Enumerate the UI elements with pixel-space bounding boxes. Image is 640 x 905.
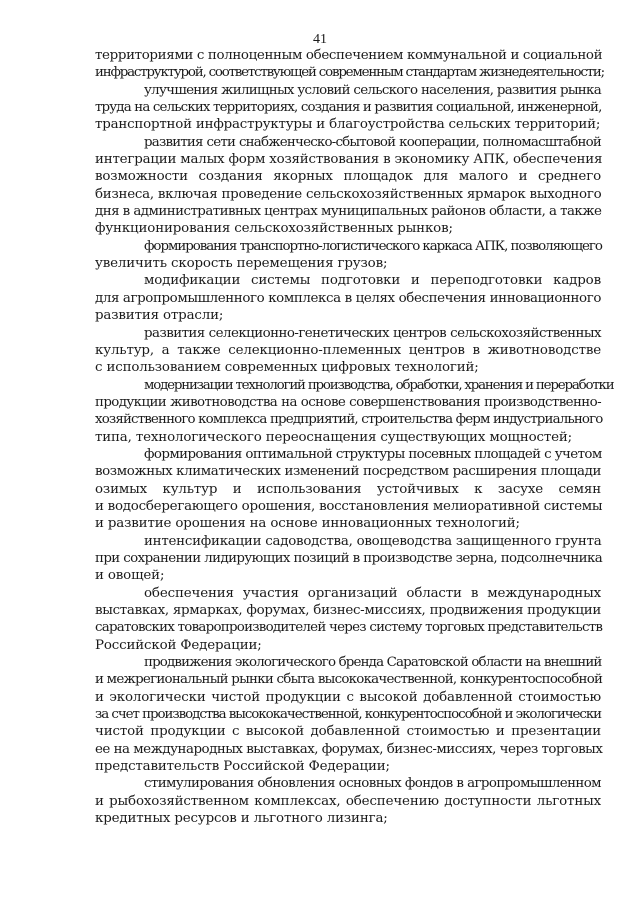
text-line: хозяйственного комплекса предприятий, строительства ферм индустриального xyxy=(95,412,603,428)
text-line: типа, технологического переоснащения существующих мощностей; xyxy=(95,429,573,445)
text-line: развития сети снабженческо-сбытовой кооперации, полномасштабной xyxy=(144,134,601,150)
text-line: продукции животноводства на основе совершенствования производственно- xyxy=(95,394,601,410)
text-line: стимулирования обновления основных фондов в агропромышленном xyxy=(144,776,601,792)
paragraph xyxy=(95,775,601,827)
text-line: и межрегиональный рынки сбыта высококачественной, конкурентоспособной xyxy=(95,672,603,688)
text-line: и развитие орошения на основе инновационных технологий; xyxy=(95,516,520,532)
text-line: развития селекционно-генетических центров сельскохозяйственных xyxy=(144,325,601,341)
text-line: продвижения экологического бренда Саратовской области на внешний xyxy=(144,655,602,671)
paragraph xyxy=(95,446,601,533)
paragraph xyxy=(95,82,601,134)
text-line: инфраструктурой, соответствующей современным стандартам жизнедеятельности; xyxy=(95,65,604,81)
paragraph xyxy=(95,585,601,654)
paragraph xyxy=(95,272,601,324)
text-line: культур, а также селекционно-племенных центров в животноводстве xyxy=(95,342,601,358)
text-line: территориями с полноценным обеспечением коммунальной и социальной xyxy=(95,48,603,63)
text-line: представительств Российской Федерации; xyxy=(95,759,390,775)
text-line: за счет производства высококачественной, конкурентоспособной и экологически xyxy=(95,707,602,723)
text-line: озимых культур и использования устойчивых к засухе семян xyxy=(95,481,601,497)
paragraph xyxy=(95,325,601,377)
text-line: формирования оптимальной структуры посевных площадей с учетом xyxy=(144,446,602,462)
text-line: развития отрасли; xyxy=(95,308,224,324)
text-line: и водосберегающего орошения, восстановления мелиоративной системы xyxy=(95,498,603,514)
text-line: ее на международных выставках, форумах, бизнес-миссиях, через торговых xyxy=(95,741,603,757)
text-line: транспортной инфраструктуры и благоустройства сельских территорий; xyxy=(95,117,601,133)
text-line: формирования транспортно-логистического каркаса АПК, позволяющего xyxy=(144,238,602,254)
text-line: улучшения жилищных условий сельского населения, развития рынка xyxy=(144,82,601,98)
text-line: выставках, ярмарках, форумах, бизнес-миссиях, продвижения продукции xyxy=(95,603,601,618)
text-line: чистой продукции с высокой добавленной стоимостью и презентации xyxy=(95,724,601,740)
text-line: возможности создания якорных площадок для малого и среднего xyxy=(95,169,601,185)
text-line: с использованием современных цифровых технологий; xyxy=(95,360,479,376)
text-line: дня в административных центрах муниципальных районов области, а также xyxy=(95,204,602,220)
text-line: Российской Федерации; xyxy=(95,637,262,653)
paragraph xyxy=(95,377,614,446)
text-line: функционирования сельскохозяйственных рынков; xyxy=(95,221,453,237)
text-line: при сохранении лидирующих позиций в производстве зерна, подсолнечника xyxy=(95,550,603,566)
paragraph xyxy=(95,238,601,273)
paragraph xyxy=(95,533,601,585)
text-line: бизнеса, включая проведение сельскохозяйственных ярмарок выходного xyxy=(95,186,602,202)
text-line: для агропромышленного комплекса в целях обеспечения инновационного xyxy=(95,290,601,306)
document-body xyxy=(95,47,614,827)
text-line: кредитных ресурсов и льготного лизинга; xyxy=(95,811,388,827)
text-line: труда на сельских территориях, создания и развития социальной, инженерной, xyxy=(95,100,602,116)
text-line: модификации системы подготовки и переподготовки кадров xyxy=(144,273,601,289)
paragraph xyxy=(95,654,601,775)
text-line: модернизации технологий производства, обработки, хранения и переработки xyxy=(144,377,614,393)
paragraph xyxy=(95,47,604,82)
text-line: и овощей; xyxy=(95,568,165,584)
text-line: увеличить скорость перемещения грузов; xyxy=(95,256,388,272)
page-number: 41 xyxy=(313,32,327,47)
text-line: интеграции малых форм хозяйствования в экономику АПК, обеспечения xyxy=(95,152,603,168)
text-line: возможных климатических изменений посредством расширения площади xyxy=(95,464,601,480)
text-line: и рыбохозяйственном комплексах, обеспечению доступности льготных xyxy=(95,793,601,809)
text-line: обеспечения участия организаций области в международных xyxy=(144,585,601,601)
text-line: саратовских товаропроизводителей через систему торговых представительств xyxy=(95,620,603,636)
paragraph xyxy=(95,134,601,238)
text-line: и экологически чистой продукции с высокой добавленной стоимостью xyxy=(95,689,601,705)
text-line: интенсификации садоводства, овощеводства защищенного грунта xyxy=(144,533,602,549)
